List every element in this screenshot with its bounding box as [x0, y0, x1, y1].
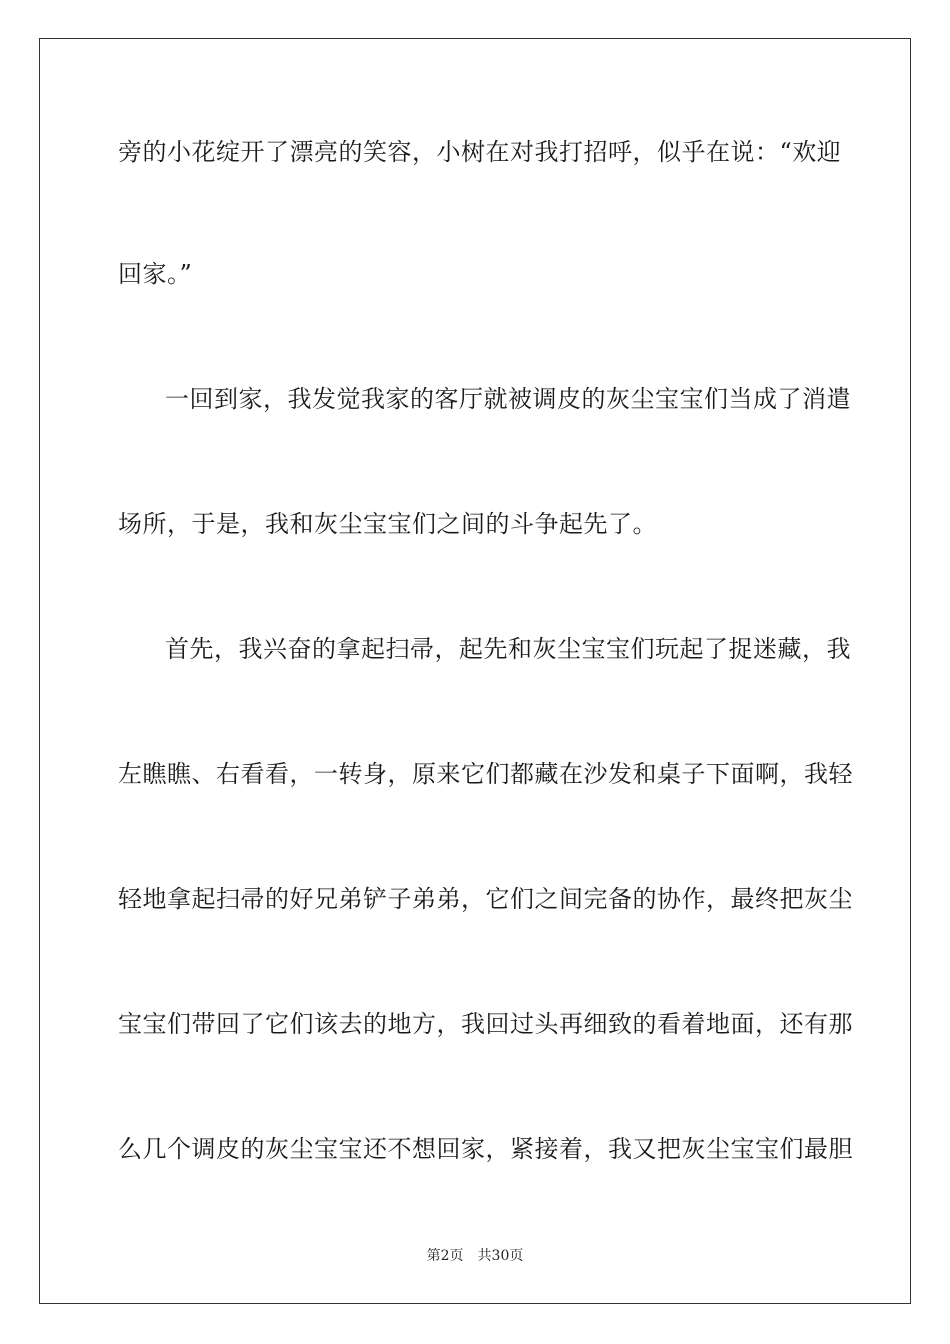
text-line: 左瞧瞧、右看看，一转身，原来它们都藏在沙发和桌子下面啊，我轻 — [118, 760, 853, 788]
text-line: 场所，于是，我和灰尘宝宝们之间的斗争起先了。 — [118, 510, 657, 538]
text-line: 回家。” — [118, 260, 193, 288]
paragraph-start-line: 首先，我兴奋的拿起扫帚，起先和灰尘宝宝们玩起了捉迷藏，我 — [165, 635, 851, 663]
text-line: 旁的小花绽开了漂亮的笑容，小树在对我打招呼，似乎在说：“欢迎 — [118, 138, 842, 166]
text-line: 轻地拿起扫帚的好兄弟铲子弟弟，它们之间完备的协作，最终把灰尘 — [118, 885, 853, 913]
text-line: 宝宝们带回了它们该去的地方，我回过头再细致的看着地面，还有那 — [118, 1010, 853, 1038]
page-border — [39, 38, 911, 1304]
page-number: 第2页 — [426, 1248, 464, 1264]
paragraph-start-line: 一回到家，我发觉我家的客厅就被调皮的灰尘宝宝们当成了消遣 — [165, 385, 851, 413]
page-total: 共30页 — [477, 1248, 524, 1264]
page-footer — [0, 1247, 950, 1265]
text-line: 么几个调皮的灰尘宝宝还不想回家，紧接着，我又把灰尘宝宝们最胆 — [118, 1135, 853, 1163]
